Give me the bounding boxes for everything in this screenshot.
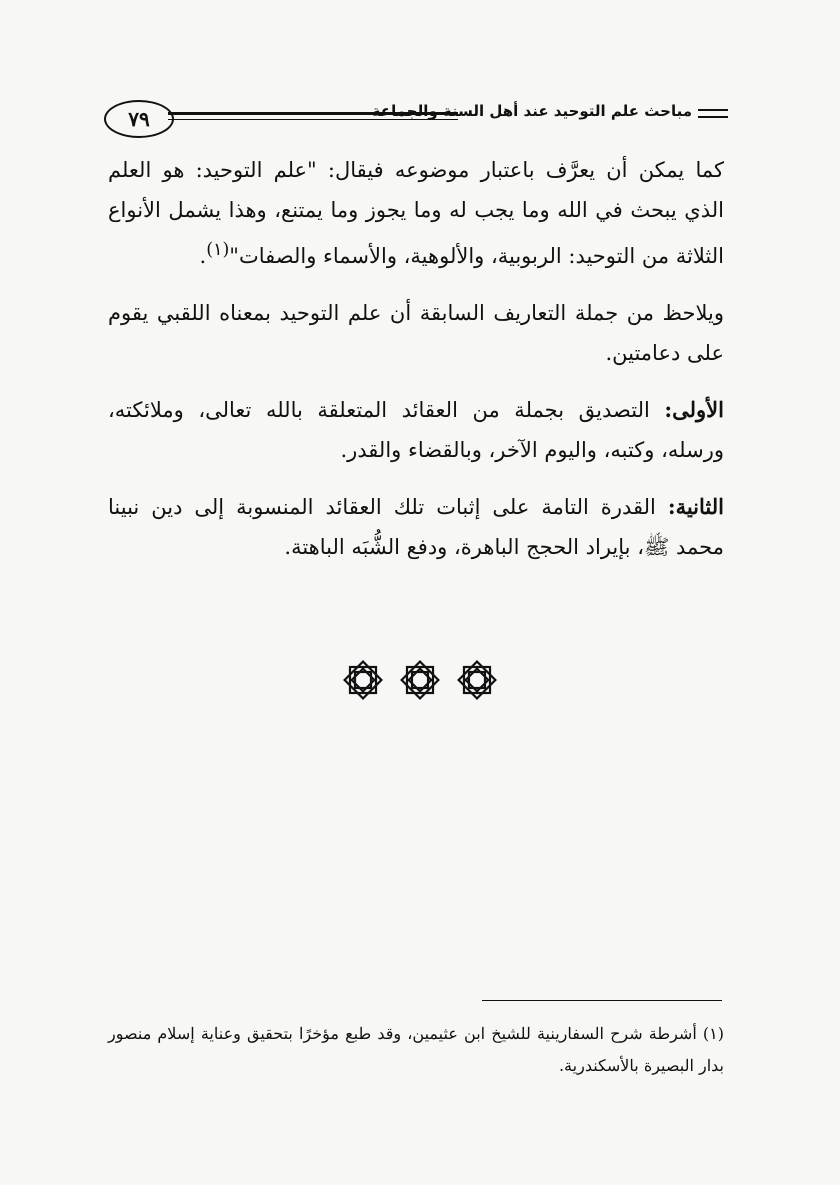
- section-ornaments: [340, 655, 500, 705]
- paragraph-definition-text: كما يمكن أن يعرَّف باعتبار موضوعه فيقال: "علم التوحيد: هو العلم الذي يبحث في الله وما يجب له وما يجوز وما يمتنع، وهذا يشمل الأنواع الثلاثة من التوحيد: الربوبية، والألوهية، والأسماء والصفات": [108, 158, 724, 268]
- star-ornament-icon: [340, 657, 386, 703]
- footnote-rule: [482, 1000, 722, 1001]
- footnote-reference: (١): [206, 240, 230, 260]
- second-lead: الثانية:: [667, 494, 724, 519]
- footnote: (١) أشرطة شرح السفارينية للشيخ ابن عثيمين، وقد طبع مؤخرًا بتحقيق وعناية إسلام منصور بدار البصيرة بالأسكندرية.: [108, 1024, 724, 1075]
- paragraph-pillars: ويلاحظ من جملة التعاريف السابقة أن علم التوحيد بمعناه اللقبي يقوم على دعامتين.: [108, 301, 724, 365]
- main-text: [108, 150, 724, 584]
- first-text: التصديق بجملة من العقائد المتعلقة بالله تعالى، وملائكته، ورسله، وكتبه، واليوم الآخر، وبالقضاء والقدر.: [108, 398, 724, 462]
- header-dash: [698, 109, 728, 118]
- second-text: القدرة التامة على إثبات تلك العقائد المنسوبة إلى دين نبينا محمد ﷺ، بإيراد الحجج الباهرة، ودفع الشُّبَه الباهتة.: [108, 495, 724, 559]
- star-ornament-icon: [397, 657, 443, 703]
- paragraph-definition: [108, 150, 724, 276]
- page-header: [100, 96, 730, 138]
- star-ornament-icon: [454, 657, 500, 703]
- first-lead: الأولى:: [664, 397, 724, 422]
- page-number: ٧٩: [104, 100, 174, 138]
- paragraph-second: [108, 487, 724, 567]
- paragraph-first: [108, 390, 724, 470]
- running-title: مباحث علم التوحيد عند أهل السنة والجماعة: [371, 102, 692, 120]
- paragraph-definition-end: .: [199, 244, 207, 268]
